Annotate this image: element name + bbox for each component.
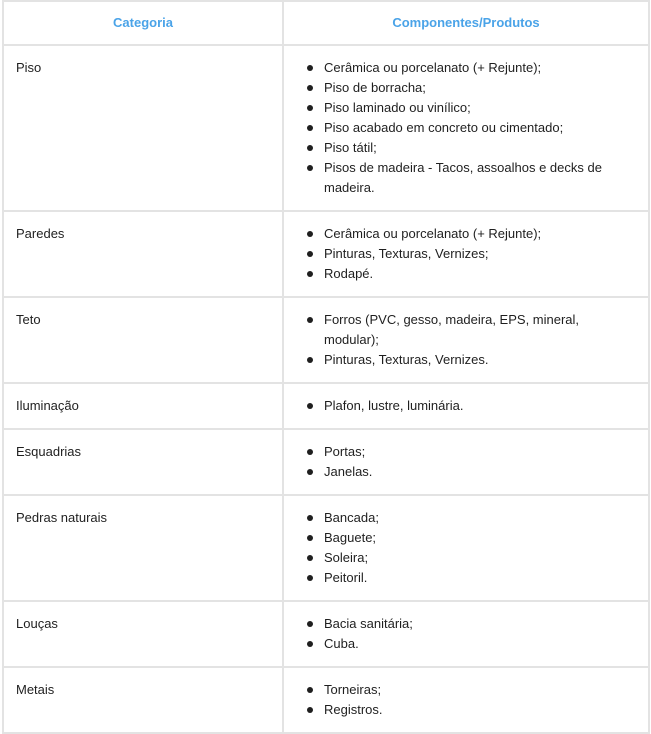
category-cell: Louças: [3, 601, 283, 667]
components-cell: [283, 383, 649, 429]
list-item: Soleira;: [306, 548, 636, 568]
table-row: [3, 495, 649, 601]
header-row: [3, 1, 649, 45]
list-item: Bancada;: [306, 508, 636, 528]
list-item: Baguete;: [306, 528, 636, 548]
list-item: Portas;: [306, 442, 636, 462]
list-item: Piso de borracha;: [306, 78, 636, 98]
list-item: Bacia sanitária;: [306, 614, 636, 634]
components-list: [306, 680, 636, 720]
components-list: [306, 58, 636, 198]
list-item: Piso laminado ou vinílico;: [306, 98, 636, 118]
header-componentes-produtos: Componentes/Produtos: [283, 1, 649, 45]
table-row: [3, 429, 649, 495]
list-item: Plafon, lustre, luminária.: [306, 396, 636, 416]
components-cell: [283, 45, 649, 211]
list-item: Cuba.: [306, 634, 636, 654]
category-cell: Metais: [3, 667, 283, 733]
components-cell: [283, 211, 649, 297]
list-item: Janelas.: [306, 462, 636, 482]
components-cell: [283, 667, 649, 733]
table-row: [3, 383, 649, 429]
list-item: Piso acabado em concreto ou cimentado;: [306, 118, 636, 138]
list-item: Forros (PVC, gesso, madeira, EPS, mineral, modular);: [306, 310, 636, 350]
list-item: Rodapé.: [306, 264, 636, 284]
list-item: Piso tátil;: [306, 138, 636, 158]
table-row: [3, 297, 649, 383]
components-cell: [283, 601, 649, 667]
table-row: [3, 211, 649, 297]
list-item: Cerâmica ou porcelanato (+ Rejunte);: [306, 224, 636, 244]
header-categoria: Categoria: [3, 1, 283, 45]
list-item: Registros.: [306, 700, 636, 720]
category-cell: Esquadrias: [3, 429, 283, 495]
components-cell: [283, 297, 649, 383]
category-cell: Pedras naturais: [3, 495, 283, 601]
list-item: Cerâmica ou porcelanato (+ Rejunte);: [306, 58, 636, 78]
table-row: [3, 45, 649, 211]
table-row: [3, 601, 649, 667]
table-body: [3, 45, 649, 733]
category-cell: Piso: [3, 45, 283, 211]
table-row: [3, 667, 649, 733]
components-list: [306, 442, 636, 482]
categories-table: [2, 0, 650, 734]
components-cell: [283, 429, 649, 495]
list-item: Pisos de madeira - Tacos, assoalhos e decks de madeira.: [306, 158, 636, 198]
list-item: Pinturas, Texturas, Vernizes;: [306, 244, 636, 264]
components-list: [306, 310, 636, 370]
list-item: Peitoril.: [306, 568, 636, 588]
category-cell: Iluminação: [3, 383, 283, 429]
components-list: [306, 396, 636, 416]
list-item: Torneiras;: [306, 680, 636, 700]
category-cell: Teto: [3, 297, 283, 383]
category-cell: Paredes: [3, 211, 283, 297]
list-item: Pinturas, Texturas, Vernizes.: [306, 350, 636, 370]
components-cell: [283, 495, 649, 601]
components-list: [306, 224, 636, 284]
components-list: [306, 614, 636, 654]
components-list: [306, 508, 636, 588]
